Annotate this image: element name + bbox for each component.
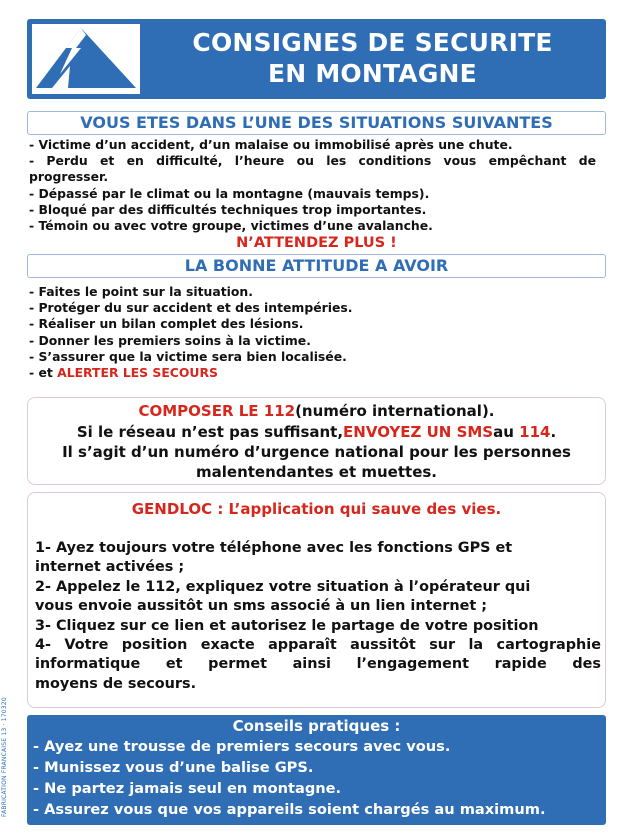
list-item: - S’assurer que la victime sera bien localisée. bbox=[29, 348, 347, 364]
gendloc-line: 2- Appelez le 112, expliquez votre situation à l’opérateur qui bbox=[35, 578, 531, 595]
header-banner bbox=[27, 19, 606, 99]
emergency-line-2-prefix: Si le réseau n’est pas suffisant, bbox=[76, 423, 344, 441]
list-item: - Ayez une trousse de premiers secours avec vous. bbox=[33, 738, 451, 755]
gendloc-box bbox=[27, 492, 606, 708]
list-item: - Protéger du sur accident et des intempéries. bbox=[29, 300, 353, 316]
alert-highlight: ALERTER LES SECOURS bbox=[57, 365, 218, 381]
sms-highlight: ENVOYEZ UN SMS bbox=[343, 423, 494, 441]
list-item: - Victime d’un accident, d’un malaise ou immobilisé après une chute. bbox=[29, 137, 513, 152]
list-item: - Ne partez jamais seul en montagne. bbox=[33, 780, 342, 797]
warning-text: N’ATTENDEZ PLUS ! bbox=[236, 235, 397, 251]
manufacturer-mark: FABRICATION FRANCAISE 13 · 170320 bbox=[1, 697, 8, 817]
emergency-box bbox=[27, 397, 606, 485]
gendloc-title: GENDLOC : L’application qui sauve des vies. bbox=[131, 500, 502, 518]
mountain-icon bbox=[32, 24, 140, 94]
list-item-prefix: - et bbox=[29, 365, 58, 381]
list-item: - Témoin ou avec votre groupe, victimes d’une avalanche. bbox=[29, 218, 433, 234]
page-title bbox=[145, 27, 600, 89]
emergency-line-2 bbox=[28, 422, 605, 442]
emergency-line-1-rest: (numéro international). bbox=[295, 402, 495, 420]
tips-banner bbox=[27, 715, 606, 825]
emergency-line-2-end: . bbox=[550, 423, 557, 441]
emergency-line-4: malentendantes et muettes. bbox=[196, 463, 437, 481]
tips-list bbox=[33, 736, 603, 820]
list-item: - Dépassé par le climat ou la montagne (mauvais temps). bbox=[29, 185, 430, 201]
attitude-list bbox=[29, 284, 596, 381]
call-112-highlight: COMPOSER LE 112 bbox=[138, 402, 296, 420]
tips-title: Conseils pratiques : bbox=[232, 717, 401, 735]
situations-list bbox=[29, 137, 596, 234]
emergency-line-2-mid: au bbox=[493, 423, 520, 441]
list-item: - Réaliser un bilan complet des lésions. bbox=[29, 316, 304, 332]
list-item: - Donner les premiers soins à la victime. bbox=[29, 332, 311, 348]
gendloc-line: vous envoie aussitôt un sms associé à un lien internet ; bbox=[35, 598, 487, 615]
gendloc-line: 1- Ayez toujours votre téléphone avec les fonctions GPS et bbox=[35, 540, 513, 556]
gendloc-line: informatique et permet ainsi l’engagement rapide des bbox=[35, 656, 601, 673]
attitude-heading: LA BONNE ATTITUDE A AVOIR bbox=[27, 254, 606, 278]
gendloc-line: internet activées ; bbox=[35, 559, 185, 576]
list-item: - Assurez vous que vos appareils soient chargés au maximum. bbox=[33, 801, 546, 818]
gendloc-line: 3- Cliquez sur ce lien et autorisez le partage de votre position bbox=[35, 617, 539, 634]
list-item: - Perdu et en difficulté, l’heure ou les conditions vous empêchant de bbox=[29, 153, 596, 169]
gendloc-line: 4- Votre position exacte apparaît aussitôt sur la cartographie bbox=[35, 637, 601, 654]
title-line-2: EN MONTAGNE bbox=[268, 59, 477, 88]
gendloc-steps bbox=[35, 539, 601, 694]
list-item bbox=[29, 365, 596, 381]
list-item: - Bloqué par des difficultés techniques trop importantes. bbox=[29, 201, 427, 217]
emergency-line-3: Il s’agit d’un numéro d’urgence national pour les personnes bbox=[62, 443, 571, 461]
title-line-1: CONSIGNES DE SECURITE bbox=[192, 28, 553, 57]
situations-heading: VOUS ETES DANS L’UNE DES SITUATIONS SUIVANTES bbox=[27, 111, 606, 135]
emergency-line-1 bbox=[28, 401, 605, 421]
sms-number: 114 bbox=[519, 423, 551, 441]
logo bbox=[32, 24, 140, 94]
gendloc-line: moyens de secours. bbox=[35, 675, 197, 692]
list-item: progresser. bbox=[29, 169, 109, 185]
list-item: - Faites le point sur la situation. bbox=[29, 284, 253, 299]
list-item: - Munissez vous d’une balise GPS. bbox=[33, 759, 314, 776]
